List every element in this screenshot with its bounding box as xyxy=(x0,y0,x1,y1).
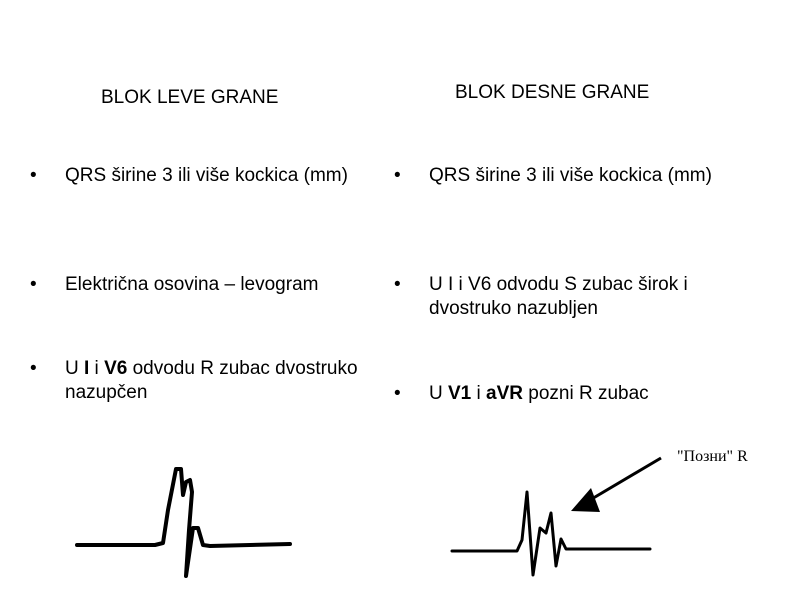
arrow-pointer xyxy=(590,458,661,500)
right-bullet-s-wave xyxy=(394,273,749,321)
ecg-rbbb-trace xyxy=(452,492,650,575)
text-run: U xyxy=(429,383,448,404)
right-bullet-s-wave-text: U I i V6 odvodu S zubac širok i dvostruko nazubljen xyxy=(429,274,688,319)
left-bullet-qrs-width-text: QRS širine 3 ili više kockica (mm) xyxy=(65,165,348,186)
lead-label-i: I xyxy=(84,358,90,379)
lead-label-avr: aVR xyxy=(486,383,523,404)
left-bullet-axis-text: Električna osovina – levogram xyxy=(65,274,319,295)
left-bullet-r-wave-text xyxy=(30,357,375,405)
bullet-symbol: • xyxy=(30,165,37,186)
arrow-head xyxy=(571,488,600,512)
text-run: odvodu R zubac dvostruko nazupčen xyxy=(65,358,358,403)
text-run: i xyxy=(471,383,487,404)
right-bullet-late-r-text xyxy=(394,382,774,406)
left-bullet-axis xyxy=(30,273,405,297)
bullet-symbol: • xyxy=(394,274,401,295)
left-bullet-qrs-width xyxy=(30,164,375,188)
right-bullet-qrs-width-text: QRS širine 3 ili više kockica (mm) xyxy=(429,165,712,186)
bullet-symbol: • xyxy=(30,274,37,295)
right-bullet-late-r xyxy=(394,382,774,406)
text-run: pozni R zubac xyxy=(523,383,649,404)
text-run: i xyxy=(89,358,105,379)
ecg-lbbb-trace xyxy=(77,469,290,576)
text-run: U xyxy=(65,358,84,379)
right-bullet-qrs-width xyxy=(394,164,739,188)
left-bullet-r-wave xyxy=(30,357,375,405)
bullet-symbol: • xyxy=(394,165,401,186)
left-column-title: BLOK LEVE GRANE xyxy=(101,87,279,108)
right-column-title: BLOK DESNE GRANE xyxy=(455,82,650,103)
lead-label-v1: V1 xyxy=(448,383,472,404)
lead-label-v6: V6 xyxy=(104,358,128,379)
bullet-symbol: • xyxy=(394,383,401,404)
bullet-symbol: • xyxy=(30,358,37,379)
late-r-annotation: "Позни" R xyxy=(677,448,748,465)
